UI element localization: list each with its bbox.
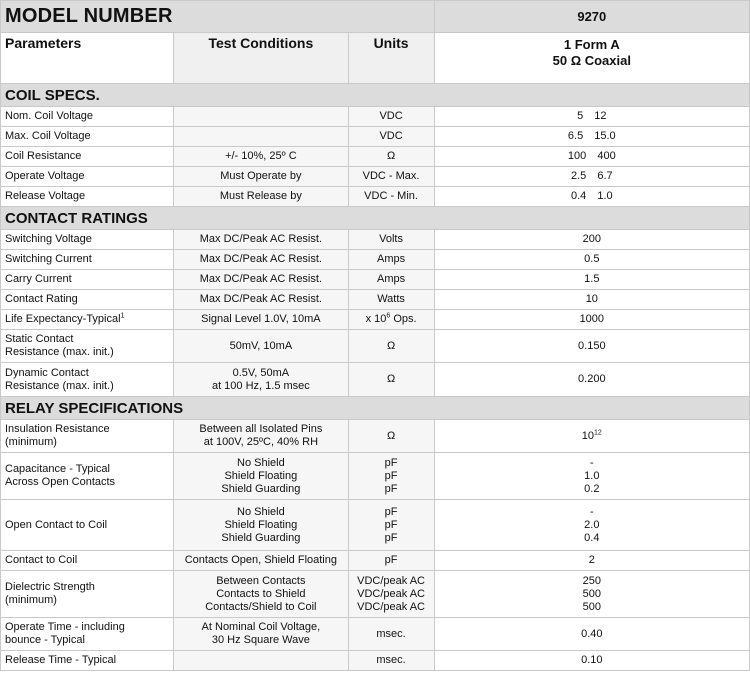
condition-line: At Nominal Coil Voltage, (201, 621, 321, 633)
param-cell: Contact to Coil (1, 551, 174, 571)
param-cell: Contact Rating (1, 290, 174, 310)
condition-cell (174, 363, 348, 397)
condition-cell (174, 420, 348, 453)
footnote-mark: 1 (120, 312, 125, 320)
param-cell: Switching Voltage (1, 230, 174, 250)
condition-cell: Signal Level 1.0V, 10mA (174, 310, 348, 330)
unit-cell: Ω (348, 420, 434, 453)
param-line: (minimum) (5, 436, 57, 448)
value-line: 2.0 (584, 518, 600, 531)
condition-cell (174, 571, 348, 618)
unit-cell: pF (348, 551, 434, 571)
param-line: (minimum) (5, 594, 57, 606)
unit-line: pF (384, 482, 398, 495)
value-cell: 2.5 6.7 (434, 167, 749, 187)
value-cell: 6.5 15.0 (434, 127, 749, 147)
condition-line: No Shield (237, 456, 285, 469)
param-cell (1, 330, 174, 363)
param-line: Dielectric Strength (5, 581, 95, 593)
value-cell: 100 400 (434, 147, 749, 167)
value-cell: 5 12 (434, 107, 749, 127)
header-parameters: Parameters (1, 33, 174, 84)
table-row (1, 290, 750, 310)
condition-cell: Max DC/Peak AC Resist. (174, 290, 348, 310)
header-row (1, 33, 750, 84)
condition-line: Contacts to Shield (216, 587, 306, 600)
table-row (1, 147, 750, 167)
value-line: 250 (582, 574, 601, 587)
condition-cell: Max DC/Peak AC Resist. (174, 250, 348, 270)
condition-line: at 100 Hz, 1.5 msec (211, 379, 310, 392)
value-line: 0.4 (584, 531, 600, 544)
value-cell (434, 500, 749, 551)
value-cell (434, 571, 749, 618)
condition-line: Shield Floating (224, 469, 298, 482)
table-row (1, 127, 750, 147)
unit-cell: Volts (348, 230, 434, 250)
table-row (1, 187, 750, 207)
value-cell: 1000 (434, 310, 749, 330)
param-cell: Max. Coil Voltage (1, 127, 174, 147)
param-cell (1, 363, 174, 397)
unit-cell: VDC (348, 127, 434, 147)
condition-cell (174, 618, 348, 651)
value-cell (434, 420, 749, 453)
unit-cell: Watts (348, 290, 434, 310)
condition-cell (174, 127, 348, 147)
value-line: 500 (582, 587, 601, 600)
table-row (1, 363, 750, 397)
condition-cell (174, 651, 348, 671)
value-cell: 0.5 (434, 250, 749, 270)
condition-cell (174, 107, 348, 127)
unit-cell: Ω (348, 330, 434, 363)
condition-line: Between Contacts (216, 574, 306, 587)
condition-cell (174, 500, 348, 551)
param-line: bounce - Typical (5, 634, 85, 646)
header-form (434, 33, 749, 84)
table-row (1, 651, 750, 671)
param-cell: Open Contact to Coil (1, 500, 174, 551)
table-row (1, 270, 750, 290)
unit-cell (348, 310, 434, 330)
value-cell: 0.150 (434, 330, 749, 363)
section-contact-ratings (1, 207, 750, 230)
model-number-row (1, 1, 750, 33)
header-form-line1: 1 Form A (563, 37, 620, 52)
unit-cell: msec. (348, 618, 434, 651)
param-line: Insulation Resistance (5, 423, 110, 435)
condition-line: Shield Guarding (221, 531, 301, 544)
section-title: RELAY SPECIFICATIONS (1, 397, 750, 420)
table-row (1, 500, 750, 551)
table-row (1, 453, 750, 500)
condition-cell: Contacts Open, Shield Floating (174, 551, 348, 571)
condition-cell: Must Release by (174, 187, 348, 207)
param-cell: Release Voltage (1, 187, 174, 207)
section-coil-specs (1, 84, 750, 107)
value-line: 500 (582, 600, 601, 613)
unit-cell (348, 571, 434, 618)
param-cell (1, 420, 174, 453)
condition-line: Shield Floating (224, 518, 298, 531)
unit-cell: VDC - Max. (348, 167, 434, 187)
model-number-label: MODEL NUMBER (1, 1, 435, 33)
condition-cell: +/- 10%, 25º C (174, 147, 348, 167)
unit-line: pF (384, 469, 398, 482)
unit-cell (348, 500, 434, 551)
section-title: COIL SPECS. (1, 84, 750, 107)
unit-line: pF (384, 518, 398, 531)
header-form-line2: 50 Ω Coaxial (552, 53, 631, 68)
condition-line: No Shield (237, 505, 285, 518)
param-cell (1, 310, 174, 330)
param-line: Capacitance - Typical (5, 463, 110, 475)
value-cell: 10 (434, 290, 749, 310)
param-cell: Carry Current (1, 270, 174, 290)
unit-line: VDC/peak AC (357, 587, 425, 600)
unit-tail: Ops. (390, 313, 417, 325)
condition-line: at 100V, 25ºC, 40% RH (203, 436, 319, 448)
condition-line: Contacts/Shield to Coil (205, 600, 317, 613)
section-title: CONTACT RATINGS (1, 207, 750, 230)
unit-cell: Ω (348, 363, 434, 397)
param-cell (1, 618, 174, 651)
value-exponent: 12 (594, 428, 602, 436)
value-cell: 200 (434, 230, 749, 250)
condition-line: Shield Guarding (221, 482, 301, 495)
param-cell: Nom. Coil Voltage (1, 107, 174, 127)
table-row (1, 250, 750, 270)
value-cell: 0.200 (434, 363, 749, 397)
condition-cell: Must Operate by (174, 167, 348, 187)
value-cell: 0.4 1.0 (434, 187, 749, 207)
model-number-value: 9270 (434, 1, 749, 33)
table-row (1, 330, 750, 363)
value-line: 0.2 (584, 482, 600, 495)
table-row (1, 230, 750, 250)
table-row (1, 107, 750, 127)
value-line: - (589, 456, 594, 469)
condition-cell: Max DC/Peak AC Resist. (174, 270, 348, 290)
value-cell: 0.10 (434, 651, 749, 671)
param-line: Resistance (max. init.) (5, 346, 114, 358)
param-line: Operate Time - including (5, 621, 125, 633)
condition-cell: 50mV, 10mA (174, 330, 348, 363)
value-line: - (589, 505, 594, 518)
param-cell: Switching Current (1, 250, 174, 270)
table-row (1, 551, 750, 571)
value-line: 1.0 (584, 469, 600, 482)
unit-line: pF (384, 505, 398, 518)
header-units: Units (348, 33, 434, 84)
table-row (1, 571, 750, 618)
unit-line: pF (384, 456, 398, 469)
header-test-conditions: Test Conditions (174, 33, 348, 84)
section-relay-specifications (1, 397, 750, 420)
unit-line: VDC/peak AC (357, 574, 425, 587)
param-cell (1, 571, 174, 618)
unit-cell: msec. (348, 651, 434, 671)
table-row (1, 618, 750, 651)
condition-line: Between all Isolated Pins (199, 423, 323, 435)
unit-exponent: 6 (386, 312, 391, 320)
param-cell (1, 453, 174, 500)
param-line: Resistance (max. init.) (5, 379, 114, 392)
condition-cell: Max DC/Peak AC Resist. (174, 230, 348, 250)
param-line: Static Contact (5, 333, 74, 345)
unit-cell (348, 453, 434, 500)
table-row (1, 310, 750, 330)
unit-line: VDC/peak AC (357, 600, 425, 613)
unit-text: x 10 (365, 313, 387, 325)
unit-cell: Amps (348, 270, 434, 290)
param-cell: Operate Voltage (1, 167, 174, 187)
param-text: Life Expectancy-Typical (5, 313, 121, 325)
param-cell: Coil Resistance (1, 147, 174, 167)
unit-cell: Amps (348, 250, 434, 270)
param-line: Dynamic Contact (5, 366, 89, 379)
condition-line: 30 Hz Square Wave (211, 634, 310, 646)
table-row (1, 420, 750, 453)
value-cell: 2 (434, 551, 749, 571)
value-cell (434, 453, 749, 500)
unit-cell: Ω (348, 147, 434, 167)
unit-cell: VDC - Min. (348, 187, 434, 207)
value-base: 10 (581, 429, 595, 442)
condition-line: 0.5V, 50mA (232, 366, 290, 379)
condition-cell (174, 453, 348, 500)
param-cell: Release Time - Typical (1, 651, 174, 671)
unit-line: pF (384, 531, 398, 544)
unit-cell: VDC (348, 107, 434, 127)
value-cell: 0.40 (434, 618, 749, 651)
param-line: Across Open Contacts (5, 476, 116, 488)
value-cell: 1.5 (434, 270, 749, 290)
table-row (1, 167, 750, 187)
